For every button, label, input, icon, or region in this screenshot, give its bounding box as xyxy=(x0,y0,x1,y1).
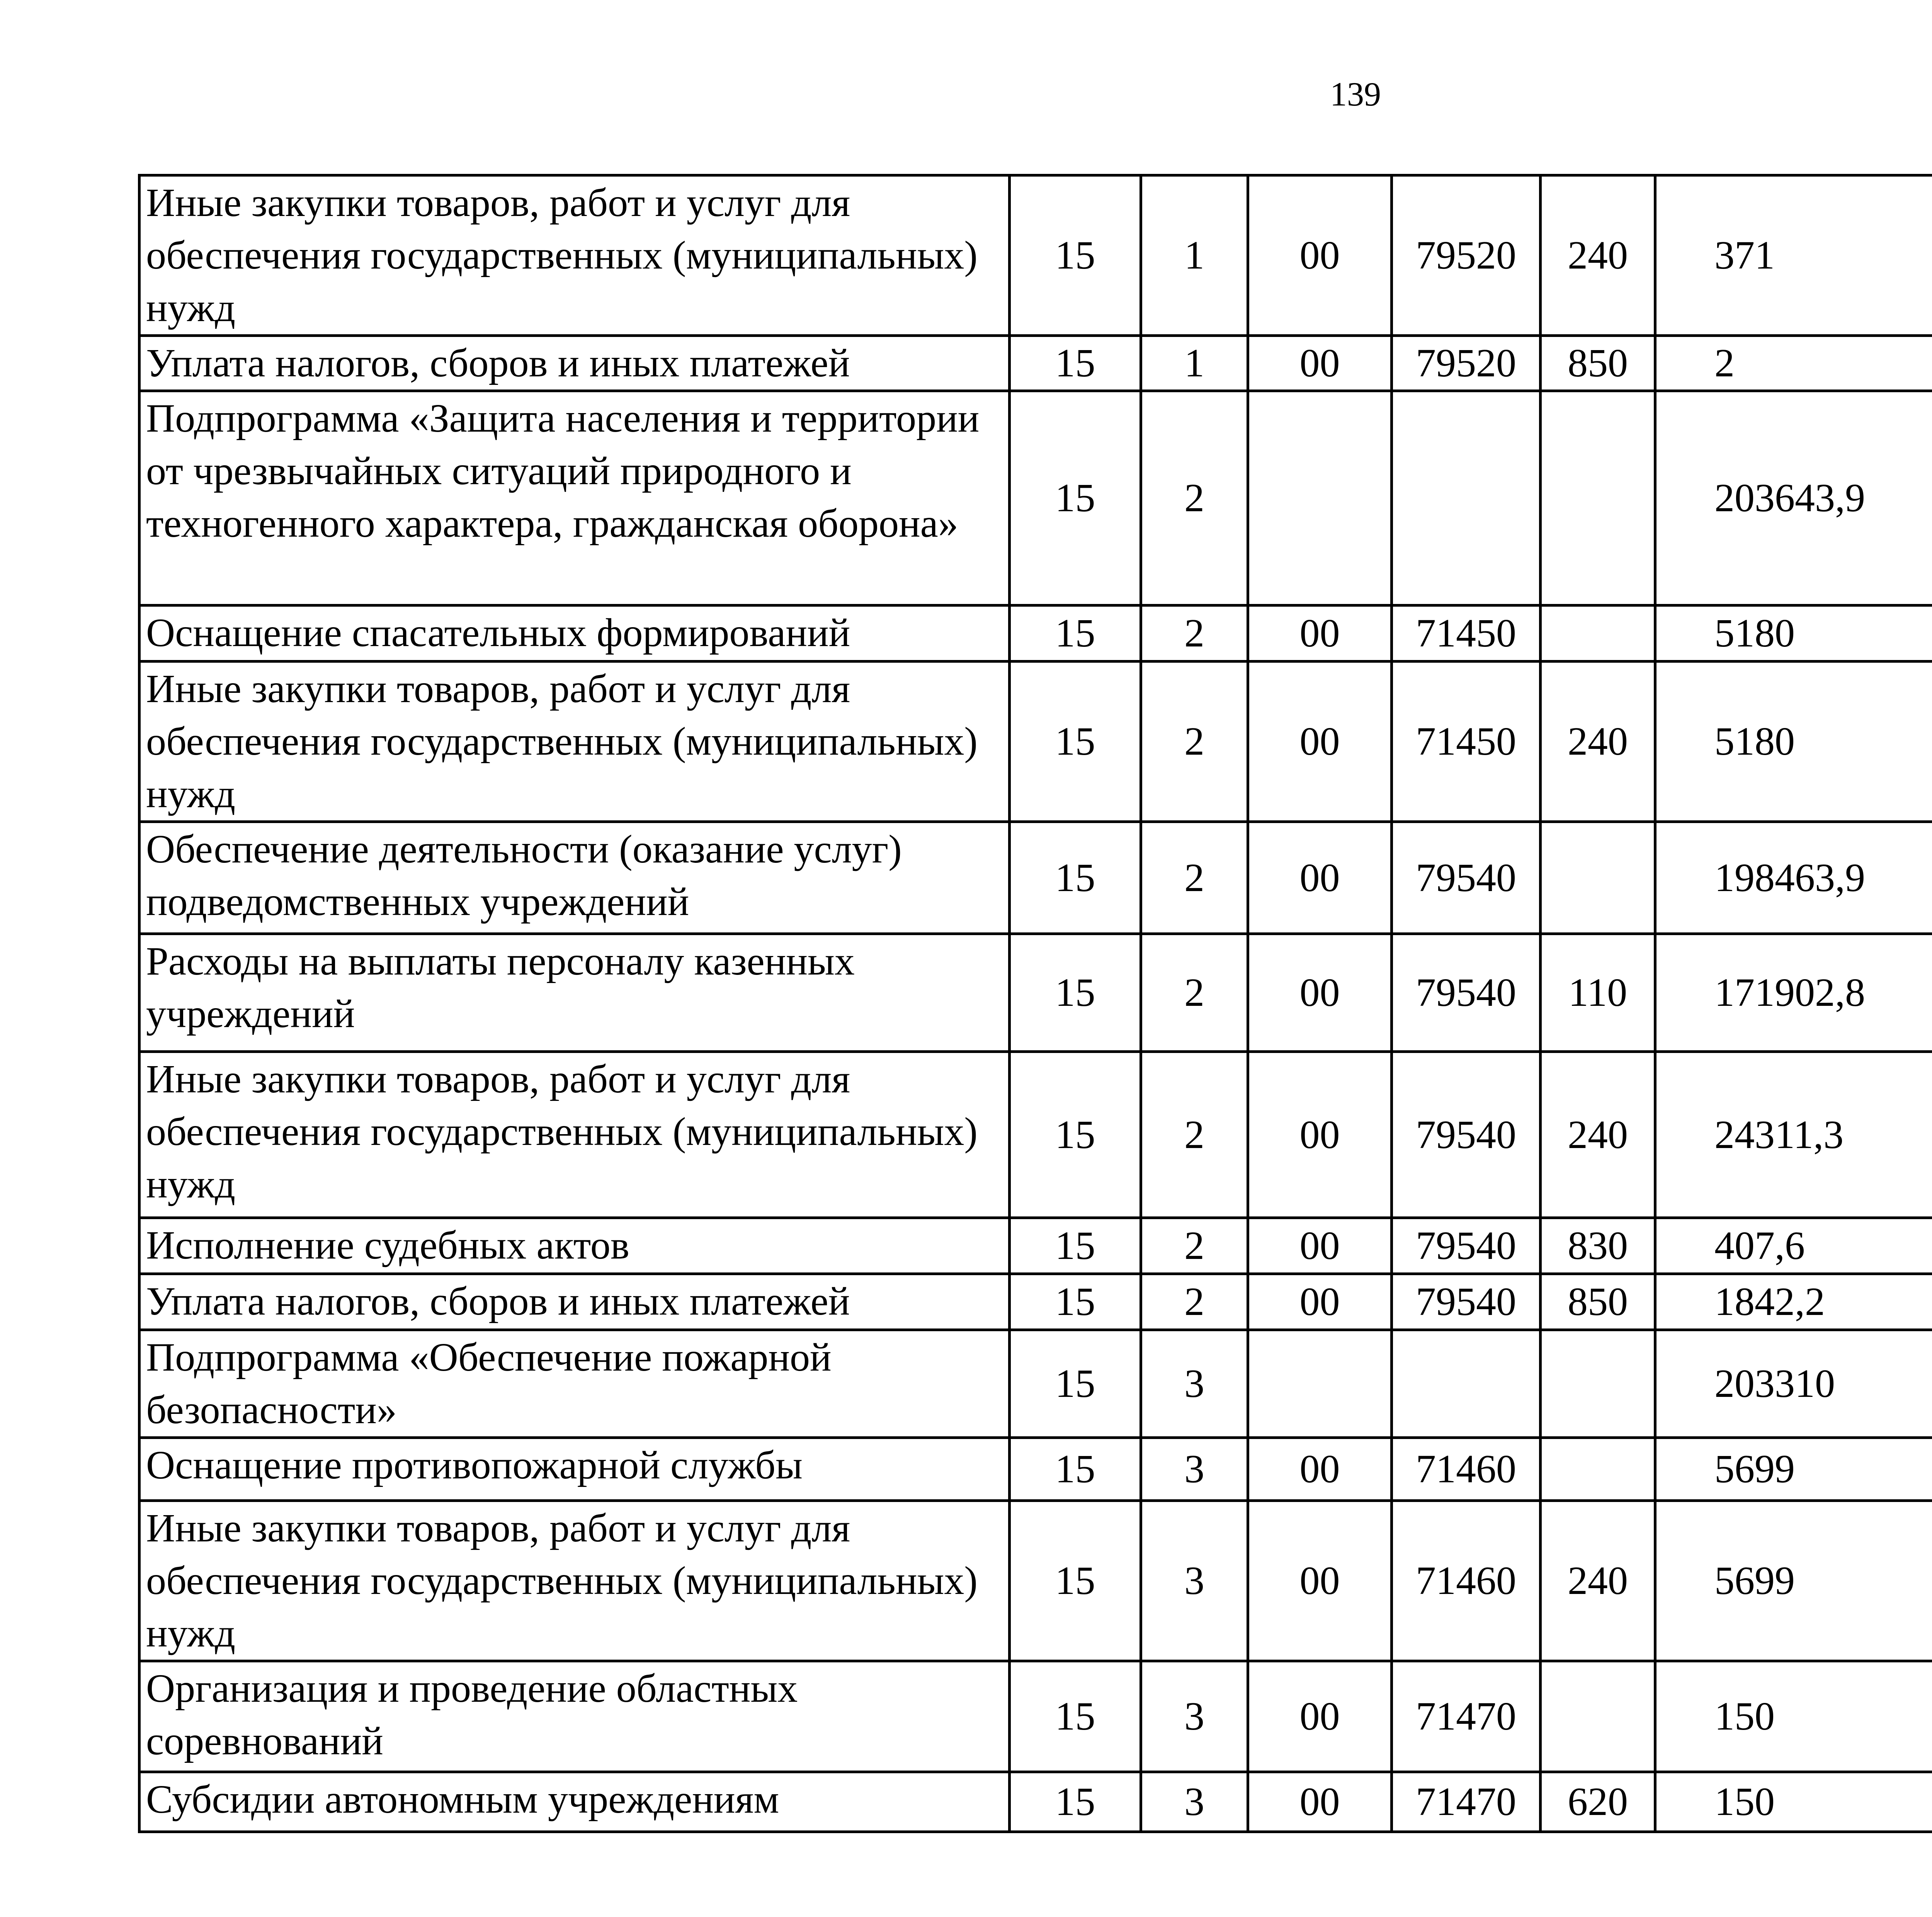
amount-1-cell: 203643,9 xyxy=(1655,391,1932,606)
direction-cell: 00 xyxy=(1248,1501,1392,1661)
amount-1-cell: 150 xyxy=(1655,1772,1932,1832)
expense-name-cell: Иные закупки товаров, работ и услуг для обеспечения государственных (муниципальных) нужд xyxy=(139,1501,1010,1661)
subprogram-cell: 2 xyxy=(1141,934,1248,1052)
expense-type-cell: 240 xyxy=(1541,1501,1655,1661)
direction-cell: 00 xyxy=(1248,606,1392,662)
amount-1-cell: 407,6 xyxy=(1655,1218,1932,1274)
table-row xyxy=(139,336,1932,391)
table-row xyxy=(139,1772,1932,1832)
program-cell: 15 xyxy=(1010,175,1141,336)
table-row xyxy=(139,1218,1932,1274)
expense-type-cell xyxy=(1541,606,1655,662)
expense-code-cell: 79520 xyxy=(1392,175,1541,336)
amount-1-cell: 5699 xyxy=(1655,1501,1932,1661)
expense-code-cell: 71450 xyxy=(1392,606,1541,662)
amount-1-cell: 198463,9 xyxy=(1655,822,1932,934)
direction-cell: 00 xyxy=(1248,934,1392,1052)
direction-cell xyxy=(1248,1330,1392,1438)
expense-type-cell: 240 xyxy=(1541,1052,1655,1218)
subprogram-cell: 1 xyxy=(1141,336,1248,391)
subprogram-cell: 3 xyxy=(1141,1330,1248,1438)
subprogram-cell: 2 xyxy=(1141,1274,1248,1330)
program-cell: 15 xyxy=(1010,1218,1141,1274)
table-row xyxy=(139,175,1932,336)
direction-cell: 00 xyxy=(1248,1274,1392,1330)
direction-cell: 00 xyxy=(1248,822,1392,934)
program-cell: 15 xyxy=(1010,606,1141,662)
subprogram-cell: 3 xyxy=(1141,1438,1248,1501)
expense-name-cell: Иные закупки товаров, работ и услуг для обеспечения государственных (муниципальных) нужд xyxy=(139,662,1010,822)
expense-type-cell: 110 xyxy=(1541,934,1655,1052)
table-row xyxy=(139,1052,1932,1218)
program-cell: 15 xyxy=(1010,1661,1141,1772)
expense-code-cell: 71470 xyxy=(1392,1772,1541,1832)
subprogram-cell: 3 xyxy=(1141,1772,1248,1832)
amount-1-cell: 5699 xyxy=(1655,1438,1932,1501)
expense-name-cell: Субсидии автономным учреждениям xyxy=(139,1772,1010,1832)
subprogram-cell: 3 xyxy=(1141,1661,1248,1772)
amount-1-cell: 2 xyxy=(1655,336,1932,391)
expense-code-cell: 71460 xyxy=(1392,1438,1541,1501)
expense-type-cell: 240 xyxy=(1541,662,1655,822)
expense-name-cell: Обеспечение деятельности (оказание услуг) подведомственных учреждений xyxy=(139,822,1010,934)
expense-type-cell: 850 xyxy=(1541,1274,1655,1330)
program-cell: 15 xyxy=(1010,934,1141,1052)
expense-type-cell xyxy=(1541,1438,1655,1501)
expense-name-cell: Исполнение судебных актов xyxy=(139,1218,1010,1274)
amount-1-cell: 5180 xyxy=(1655,662,1932,822)
expense-code-cell xyxy=(1392,391,1541,606)
amount-1-cell: 171902,8 xyxy=(1655,934,1932,1052)
expense-code-cell: 79540 xyxy=(1392,934,1541,1052)
expense-type-cell xyxy=(1541,822,1655,934)
subprogram-cell: 1 xyxy=(1141,175,1248,336)
expense-type-cell: 850 xyxy=(1541,336,1655,391)
program-cell: 15 xyxy=(1010,1501,1141,1661)
subprogram-cell: 3 xyxy=(1141,1501,1248,1661)
table-row xyxy=(139,662,1932,822)
expense-name-cell: Подпрограмма «Защита населения и территории от чрезвычайных ситуаций природного и техногенного характера, гражданская оборона» xyxy=(139,391,1010,606)
expense-type-cell: 240 xyxy=(1541,175,1655,336)
direction-cell: 00 xyxy=(1248,662,1392,822)
program-cell: 15 xyxy=(1010,822,1141,934)
expense-code-cell: 79540 xyxy=(1392,1052,1541,1218)
table-row xyxy=(139,1501,1932,1661)
table-row xyxy=(139,934,1932,1052)
expense-name-cell: Уплата налогов, сборов и иных платежей xyxy=(139,1274,1010,1330)
table-row xyxy=(139,1330,1932,1438)
subprogram-cell: 2 xyxy=(1141,391,1248,606)
direction-cell: 00 xyxy=(1248,1438,1392,1501)
amount-1-cell: 150 xyxy=(1655,1661,1932,1772)
expense-code-cell: 79540 xyxy=(1392,1218,1541,1274)
expense-type-cell xyxy=(1541,391,1655,606)
page-number: 139 xyxy=(1330,76,1381,113)
expense-name-cell: Оснащение спасательных формирований xyxy=(139,606,1010,662)
direction-cell: 00 xyxy=(1248,336,1392,391)
expense-code-cell: 79540 xyxy=(1392,1274,1541,1330)
direction-cell xyxy=(1248,391,1392,606)
expense-type-cell: 620 xyxy=(1541,1772,1655,1832)
amount-1-cell: 24311,3 xyxy=(1655,1052,1932,1218)
table-row xyxy=(139,606,1932,662)
subprogram-cell: 2 xyxy=(1141,1052,1248,1218)
program-cell: 15 xyxy=(1010,1274,1141,1330)
expense-name-cell: Расходы на выплаты персоналу казенных учреждений xyxy=(139,934,1010,1052)
subprogram-cell: 2 xyxy=(1141,606,1248,662)
amount-1-cell: 203310 xyxy=(1655,1330,1932,1438)
expense-name-cell: Оснащение противопожарной службы xyxy=(139,1438,1010,1501)
expense-type-cell xyxy=(1541,1330,1655,1438)
program-cell: 15 xyxy=(1010,1330,1141,1438)
table-body xyxy=(139,175,1932,1832)
table-row xyxy=(139,1274,1932,1330)
expense-name-cell: Организация и проведение областных соревнований xyxy=(139,1661,1010,1772)
expense-type-cell: 830 xyxy=(1541,1218,1655,1274)
expense-name-cell: Подпрограмма «Обеспечение пожарной безопасности» xyxy=(139,1330,1010,1438)
program-cell: 15 xyxy=(1010,336,1141,391)
expense-name-cell: Иные закупки товаров, работ и услуг для обеспечения государственных (муниципальных) нужд xyxy=(139,1052,1010,1218)
program-cell: 15 xyxy=(1010,391,1141,606)
amount-1-cell: 5180 xyxy=(1655,606,1932,662)
program-cell: 15 xyxy=(1010,1438,1141,1501)
subprogram-cell: 2 xyxy=(1141,822,1248,934)
subprogram-cell: 2 xyxy=(1141,662,1248,822)
expense-code-cell: 71450 xyxy=(1392,662,1541,822)
table-row xyxy=(139,822,1932,934)
direction-cell: 00 xyxy=(1248,1218,1392,1274)
direction-cell: 00 xyxy=(1248,1772,1392,1832)
budget-table xyxy=(138,174,1932,1833)
expense-code-cell: 71460 xyxy=(1392,1501,1541,1661)
program-cell: 15 xyxy=(1010,1772,1141,1832)
direction-cell: 00 xyxy=(1248,1052,1392,1218)
table-row xyxy=(139,1438,1932,1501)
direction-cell: 00 xyxy=(1248,1661,1392,1772)
expense-code-cell xyxy=(1392,1330,1541,1438)
program-cell: 15 xyxy=(1010,1052,1141,1218)
expense-name-cell: Уплата налогов, сборов и иных платежей xyxy=(139,336,1010,391)
amount-1-cell: 1842,2 xyxy=(1655,1274,1932,1330)
expense-name-cell: Иные закупки товаров, работ и услуг для обеспечения государственных (муниципальных) нужд xyxy=(139,175,1010,336)
expense-code-cell: 71470 xyxy=(1392,1661,1541,1772)
program-cell: 15 xyxy=(1010,662,1141,822)
direction-cell: 00 xyxy=(1248,175,1392,336)
subprogram-cell: 2 xyxy=(1141,1218,1248,1274)
table-row xyxy=(139,1661,1932,1772)
expense-code-cell: 79540 xyxy=(1392,822,1541,934)
expense-code-cell: 79520 xyxy=(1392,336,1541,391)
amount-1-cell: 371 xyxy=(1655,175,1932,336)
table-row xyxy=(139,391,1932,606)
expense-type-cell xyxy=(1541,1661,1655,1772)
